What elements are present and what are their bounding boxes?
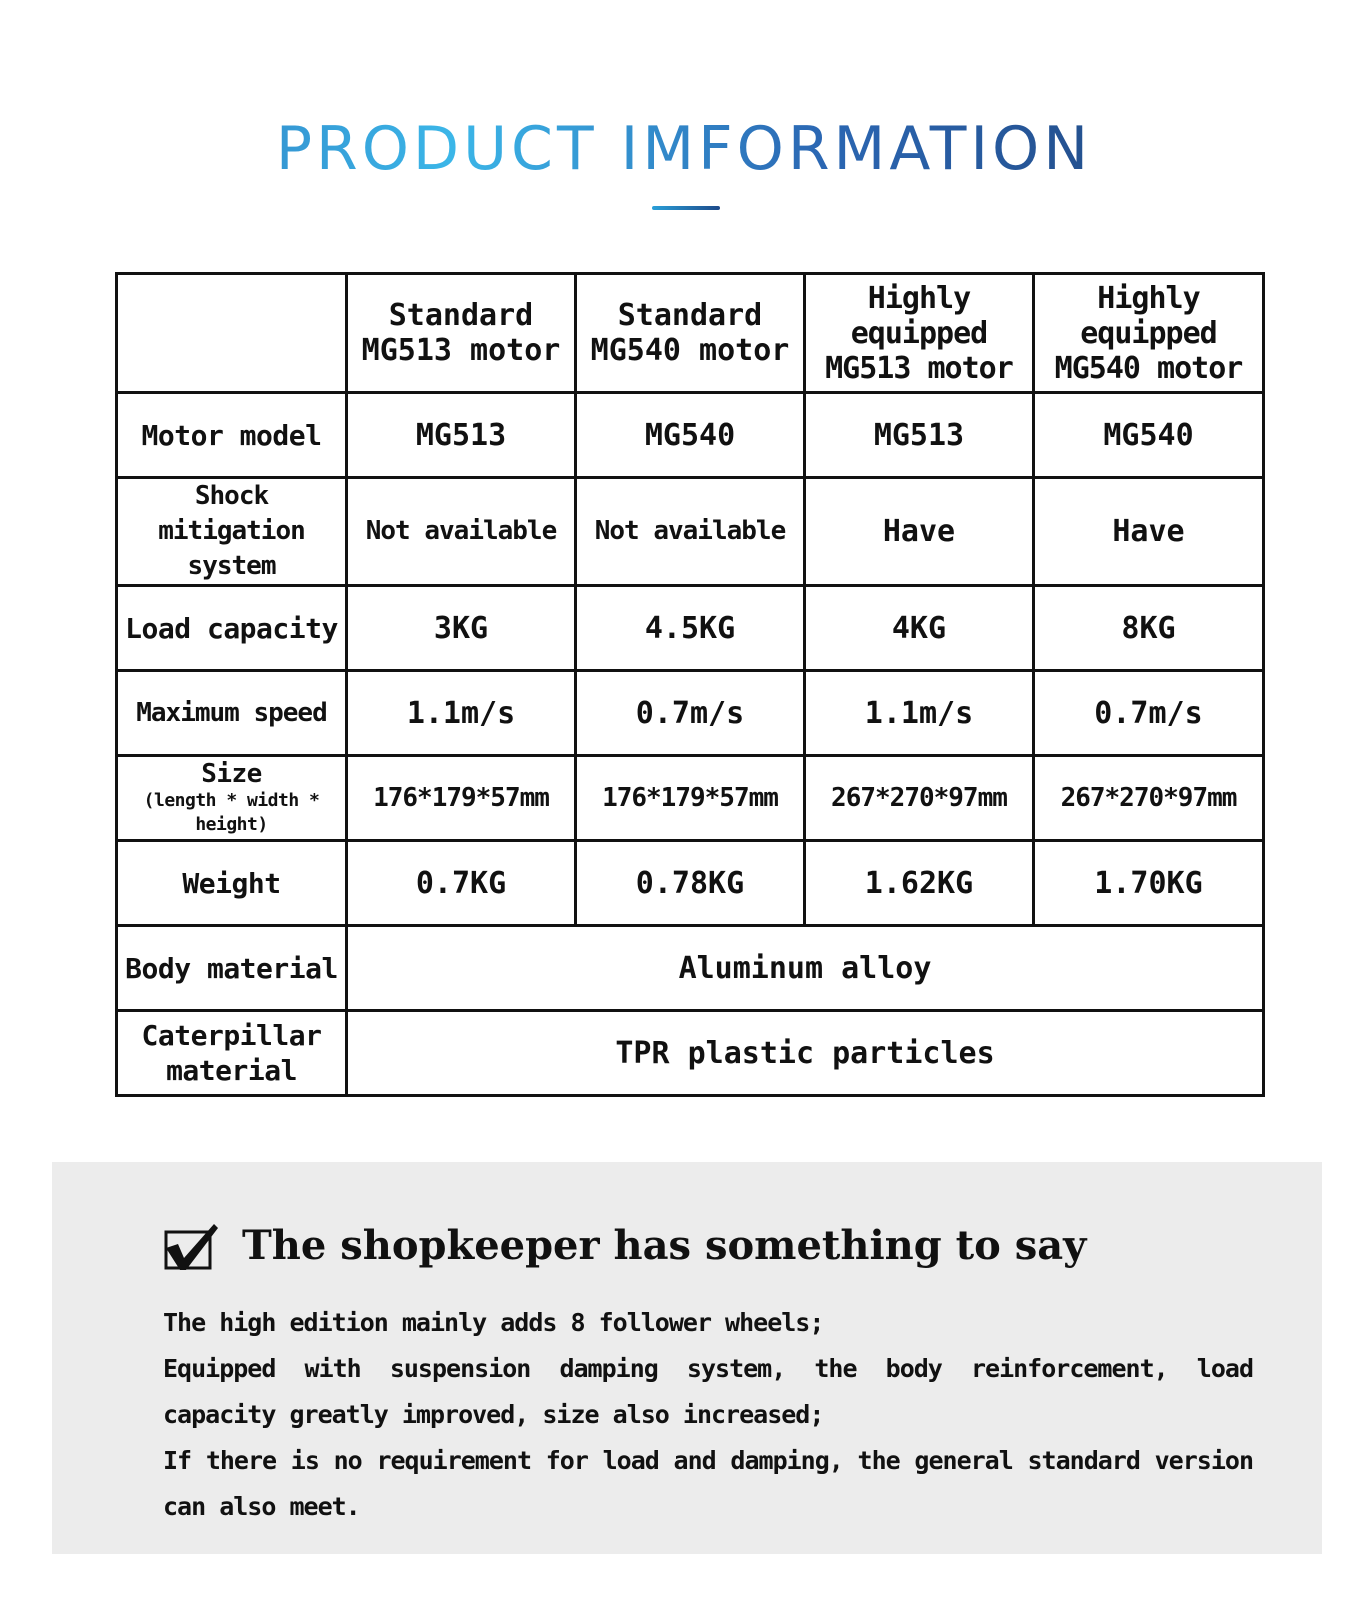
table-cell: MG540 <box>576 393 805 478</box>
row-label: Weight <box>117 841 347 926</box>
row-label: Maximum speed <box>117 671 347 756</box>
row-label: Load capacity <box>117 586 347 671</box>
row-label-text: Size <box>201 759 262 789</box>
column-header: Highly equipped MG540 motor <box>1033 274 1263 393</box>
table-cell: 0.7m/s <box>576 671 805 756</box>
table-cell: 176*179*57mm <box>347 756 576 841</box>
table-cell: 0.7m/s <box>1033 671 1263 756</box>
table-cell-merged: TPR plastic particles <box>347 1011 1264 1096</box>
row-label <box>117 756 347 841</box>
table-row <box>117 393 1264 478</box>
note-line: The high edition mainly adds 8 follower wheels; <box>163 1308 824 1337</box>
page-title: PRODUCT IMFORMATION <box>0 112 1368 186</box>
column-header: Standard MG540 motor <box>576 274 805 393</box>
note-line: Equipped with suspension damping system, the body reinforcement, load capacity greatly improved, size also increased; <box>163 1354 1253 1429</box>
table-row <box>117 1011 1264 1096</box>
row-label-sub: (length * width * height) <box>143 790 320 835</box>
table-row <box>117 671 1264 756</box>
header-corner-cell <box>117 274 347 393</box>
table-cell: 1.62KG <box>804 841 1033 926</box>
table-cell: MG513 <box>804 393 1033 478</box>
row-label: Body material <box>117 926 347 1011</box>
table-cell: 3KG <box>347 586 576 671</box>
row-label: Motor model <box>117 393 347 478</box>
table-cell: 0.7KG <box>347 841 576 926</box>
checkbox-check-icon <box>162 1220 220 1272</box>
table-cell: 8KG <box>1033 586 1263 671</box>
table-cell: 4KG <box>804 586 1033 671</box>
table-row <box>117 586 1264 671</box>
table-cell: 1.1m/s <box>804 671 1033 756</box>
table-cell: 1.70KG <box>1033 841 1263 926</box>
shopkeeper-note-panel <box>52 1162 1322 1554</box>
table-row <box>117 756 1264 841</box>
note-title: The shopkeeper has something to say <box>242 1222 1087 1269</box>
column-header: Highly equipped MG513 motor <box>804 274 1033 393</box>
note-line: If there is no requirement for load and damping, the general standard version can also meet. <box>163 1446 1253 1521</box>
table-cell: 0.78KG <box>576 841 805 926</box>
table-cell: 4.5KG <box>576 586 805 671</box>
table-cell: Not available <box>347 478 576 586</box>
table-cell: 267*270*97mm <box>804 756 1033 841</box>
spec-table <box>115 272 1265 1097</box>
table-cell: Have <box>1033 478 1263 586</box>
table-cell: 267*270*97mm <box>1033 756 1263 841</box>
table-cell: Not available <box>576 478 805 586</box>
table-cell-merged: Aluminum alloy <box>347 926 1264 1011</box>
table-header-row <box>117 274 1264 393</box>
table-cell: 1.1m/s <box>347 671 576 756</box>
table-row <box>117 478 1264 586</box>
row-label: Shock mitigation system <box>117 478 347 586</box>
table-row <box>117 926 1264 1011</box>
table-cell: MG513 <box>347 393 576 478</box>
table-cell: MG540 <box>1033 393 1263 478</box>
table-cell: Have <box>804 478 1033 586</box>
title-underline <box>652 206 720 210</box>
table-cell: 176*179*57mm <box>576 756 805 841</box>
note-body <box>163 1300 1253 1530</box>
row-label: Caterpillar material <box>117 1011 347 1096</box>
column-header: Standard MG513 motor <box>347 274 576 393</box>
table-row <box>117 841 1264 926</box>
